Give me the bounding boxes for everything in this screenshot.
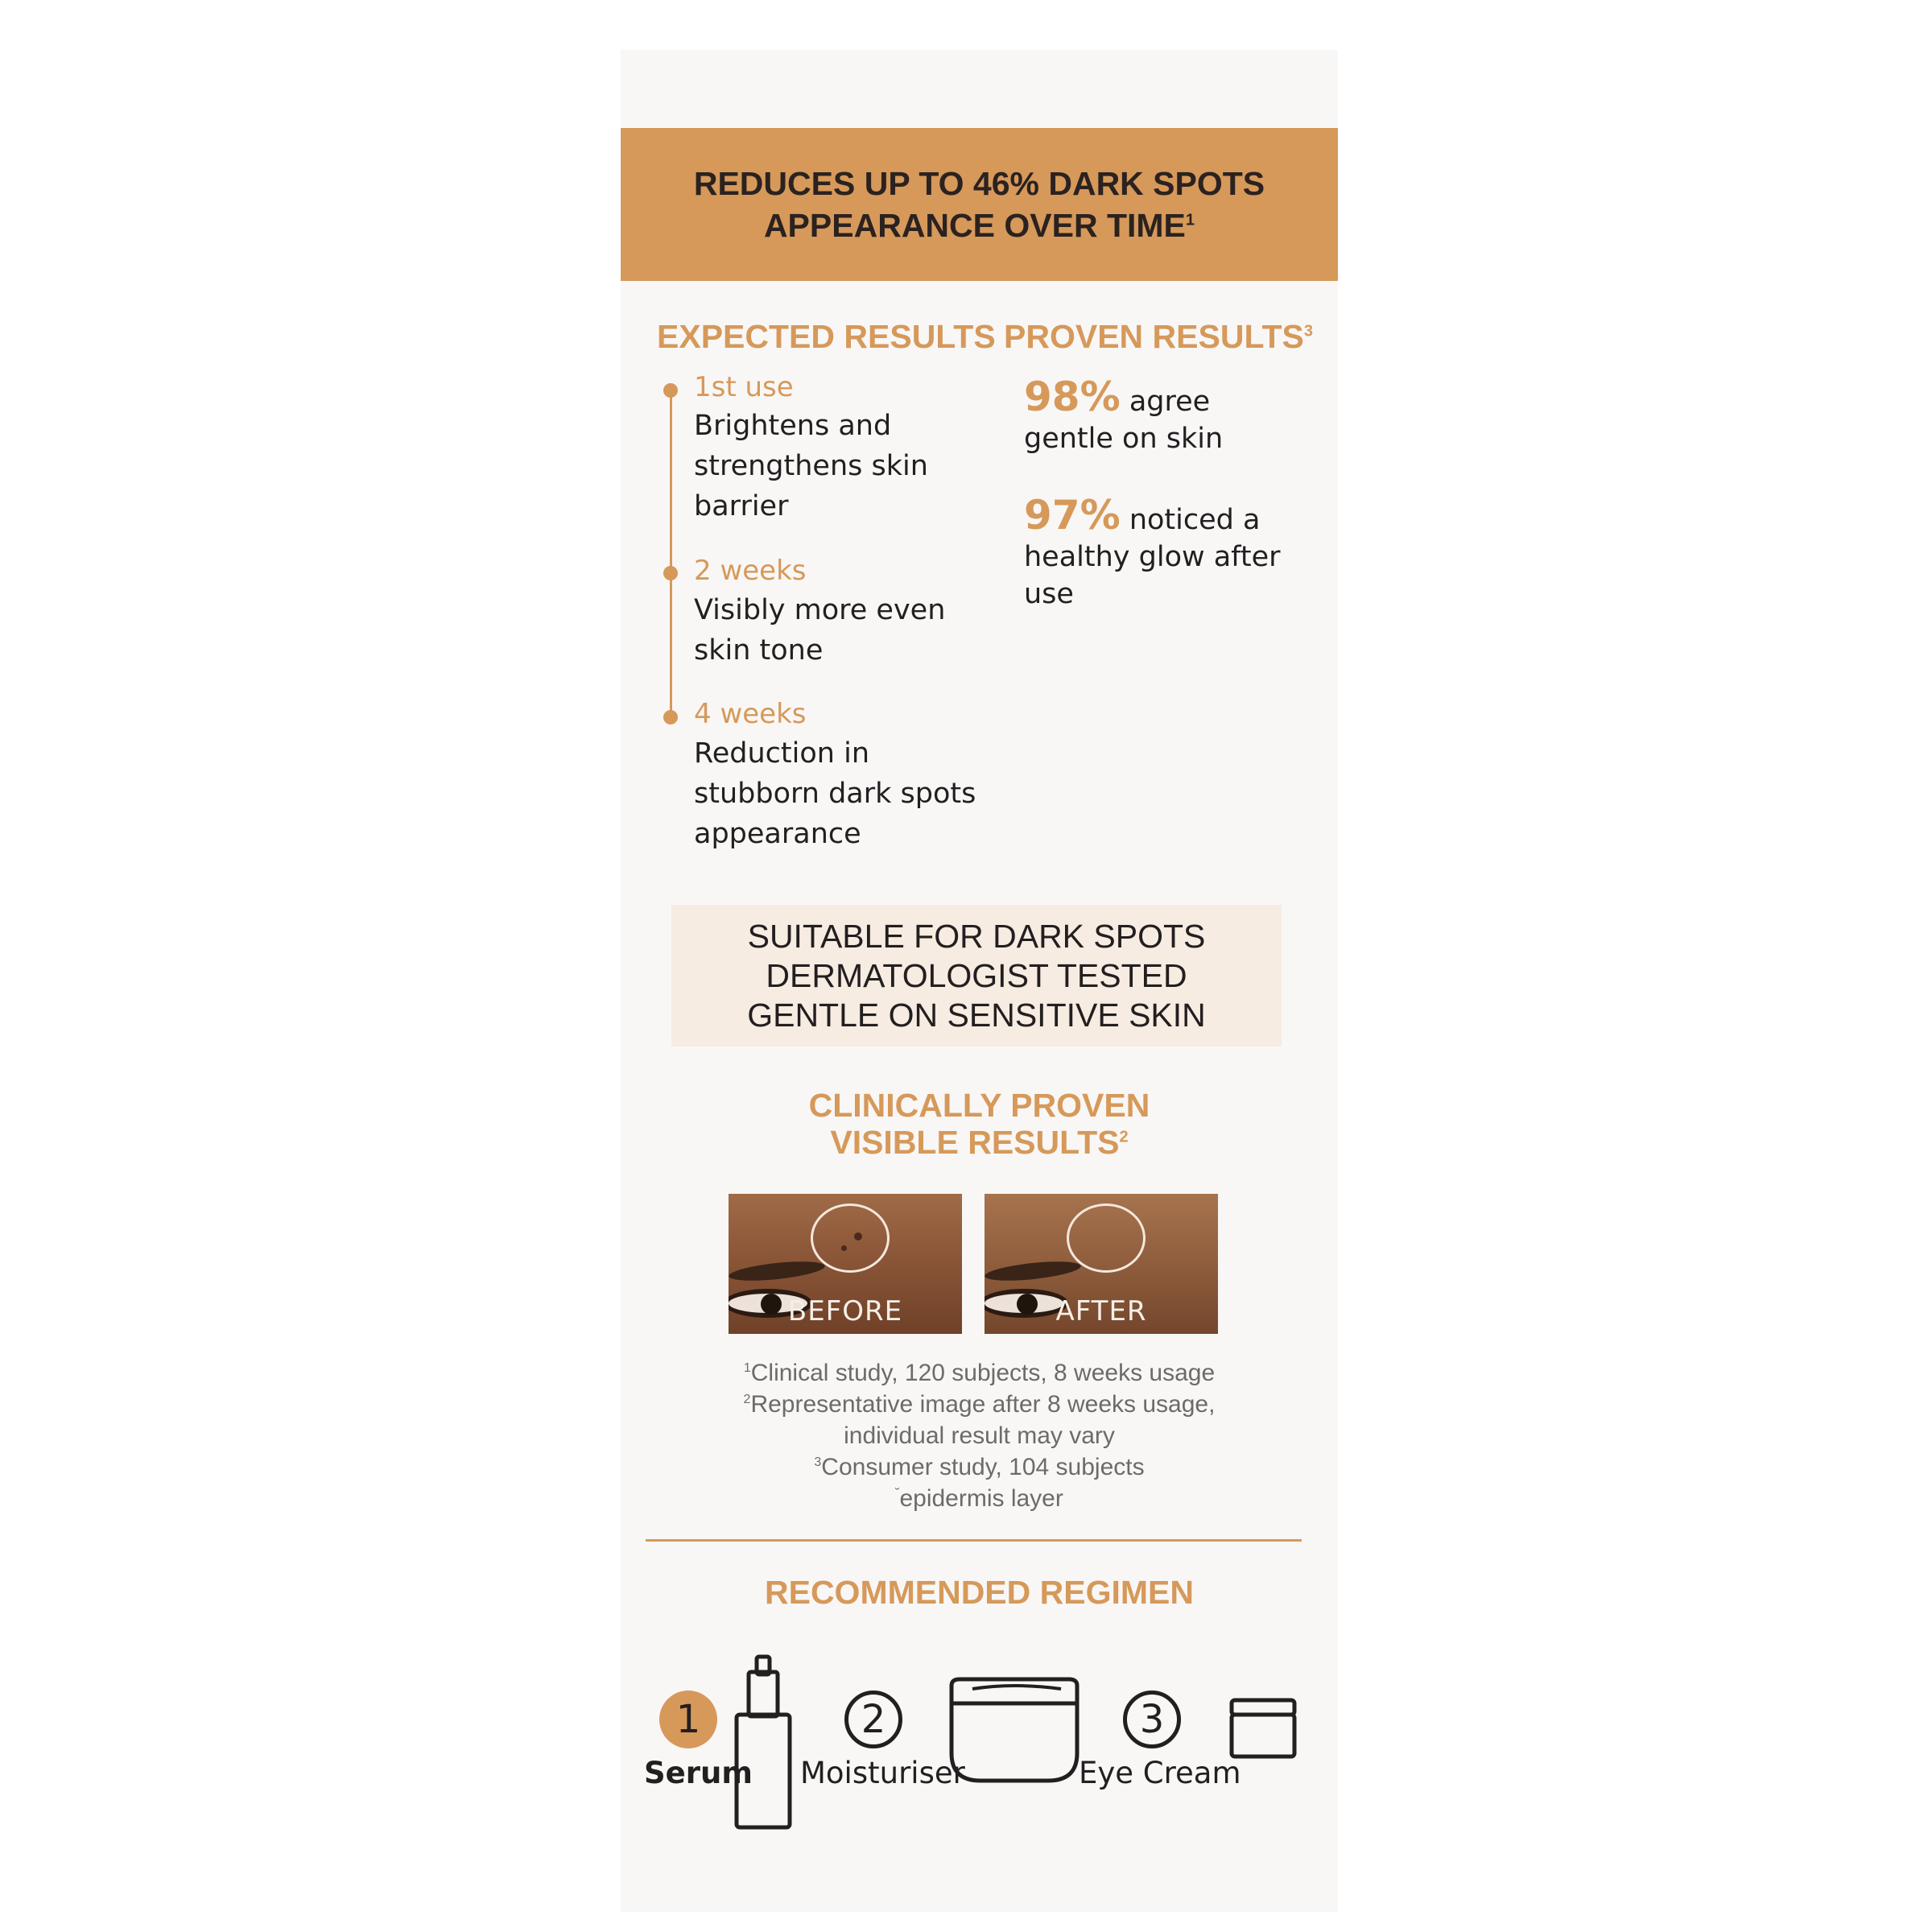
clinical-title-line-2: VISIBLE RESULTS$^2$ [830, 1124, 1129, 1161]
footnote-line: ˘epidermis layer [895, 1485, 1063, 1512]
step-2-number: 2 [844, 1690, 902, 1748]
proven-results-heading: PROVEN RESULTS$^3$ [1004, 318, 1313, 355]
timeline-dot [663, 566, 678, 580]
timeline-text-4-weeks: Reduction in stubborn dark spots appearance [694, 737, 976, 850]
timeline-line [670, 390, 672, 723]
before-photo [729, 1194, 962, 1334]
dark-spot [854, 1232, 862, 1241]
moisturiser-jar-icon [948, 1676, 1080, 1785]
banner-line-2: APPEARANCE OVER TIME$^1$ [763, 207, 1195, 244]
stat-text-rest: gentle on skin [1024, 423, 1224, 455]
claim-gentle: GENTLE ON SENSITIVE SKIN [747, 996, 1206, 1034]
proven-footnote-mark: 3 [1303, 322, 1313, 341]
footnotes [621, 1357, 1338, 1514]
dark-spot [841, 1245, 847, 1251]
stat-text-inline: noticed a [1129, 504, 1261, 536]
footnote-line: $^2$Representative image after 8 weeks usage, [743, 1391, 1216, 1418]
stat-percent: 97% [1024, 492, 1121, 539]
serum-bottle-icon [733, 1654, 794, 1831]
stat-97 [1024, 492, 1314, 613]
step-2-label: Moisturiser [800, 1756, 965, 1790]
footnote-line: $^1$Clinical study, 120 subjects, 8 weeks usage [743, 1360, 1216, 1386]
footnote-line: $^3$Consumer study, 104 subjects [814, 1454, 1145, 1480]
step-3-number: 3 [1123, 1690, 1181, 1748]
spot-circle [811, 1203, 890, 1273]
expected-results-heading: EXPECTED RESULTS [657, 318, 996, 355]
stat-text-inline: agree [1129, 386, 1211, 418]
eye-cream-jar-icon [1228, 1697, 1298, 1760]
stat-text-rest: healthy glow after use [1024, 541, 1281, 610]
after-label: AFTER [1055, 1295, 1147, 1327]
timeline-text-1st-use: Brightens and strengthens skin barrier [694, 410, 928, 522]
step-3-label: Eye Cream [1079, 1756, 1241, 1790]
regimen-title: RECOMMENDED REGIMEN [764, 1574, 1195, 1611]
timeline-label-1st-use: 1st use [694, 371, 794, 403]
timeline-label-2-weeks: 2 weeks [694, 555, 807, 587]
section-divider [646, 1539, 1302, 1542]
clinical-title [621, 1087, 1338, 1161]
claims-box [671, 905, 1282, 1046]
banner-line-1: REDUCES UP TO 46% DARK SPOTS [693, 165, 1265, 202]
spot-circle [1067, 1203, 1146, 1273]
timeline-label-4-weeks: 4 weeks [694, 698, 807, 730]
clinical-title-line-1: CLINICALLY PROVEN [808, 1087, 1150, 1124]
claim-dermatologist-tested: DERMATOLOGIST TESTED [766, 956, 1187, 994]
step-1-number: 1 [659, 1690, 717, 1748]
headline-banner [621, 128, 1338, 281]
claim-dark-spots: SUITABLE FOR DARK SPOTS [747, 917, 1206, 955]
timeline-dot [663, 383, 678, 398]
footnote-line: individual result may vary [844, 1422, 1115, 1449]
stat-98 [1024, 374, 1314, 457]
after-photo [985, 1194, 1218, 1334]
timeline-dot [663, 710, 678, 724]
brow-shape [729, 1258, 826, 1284]
timeline-text-2-weeks: Visibly more even skin tone [694, 594, 946, 667]
clinical-footnote-mark: 2 [1119, 1128, 1129, 1146]
step-1-label: Serum [644, 1756, 753, 1790]
stat-percent: 98% [1024, 374, 1121, 420]
brow-shape [985, 1258, 1082, 1284]
before-label: BEFORE [787, 1295, 903, 1327]
banner-footnote-mark: 1 [1185, 211, 1195, 229]
